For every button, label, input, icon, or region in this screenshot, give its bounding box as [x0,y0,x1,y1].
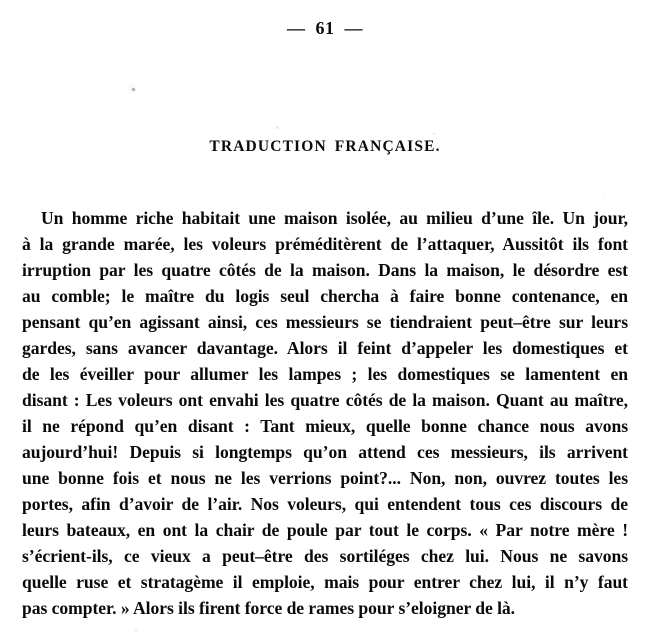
body-line: pensant qu’en agissant ainsi, ces messieurs se tiendraient peut–être sur leurs [22,312,628,332]
body-line: à la grande marée, les voleurs préméditèrent de l’attaquer, Aussitôt ils font [22,234,628,254]
section-heading: TRADUCTION FRANÇAISE. [209,138,441,155]
body-text-block [22,205,628,621]
scan-artifact-speck [276,126,279,129]
body-line: il ne répond qu’en disant : Tant mieux, quelle bonne chance nous avons [22,416,628,436]
body-line: de les éveiller pour allumer les lampes ; les domestiques se lamentent en [22,364,628,384]
scan-artifact-speck [433,133,435,135]
body-line: quelle ruse et stratagème il emploie, mais pour entrer chez lui, il n’y faut [22,572,628,592]
body-line: portes, afin d’avoir de l’air. Nos voleurs, qui entendent tous ces discours de [22,494,628,514]
scan-artifact-speck [132,88,135,91]
scan-artifact-speck [134,628,138,632]
scan-artifact-speck [128,84,137,93]
body-line: pas compter. » Alors ils firent force de rames pour s’eloigner de là. [22,598,516,618]
body-line: disant : Les voleurs ont envahi les quatre côtés de la maison. Quant au maître, [22,390,628,410]
body-line: irruption par les quatre côtés de la maison. Dans la maison, le désordre est [22,260,628,280]
body-line: Un homme riche habitait une maison isolée, au milieu d’une île. Un jour, [41,208,628,228]
body-line: gardes, sans avancer davantage. Alors il feint d’appeler les domestiques et [22,338,628,358]
page-folio-number: — 61 — [287,18,363,38]
body-line: aujourd’hui! Depuis si longtemps qu’on attend ces messieurs, ils arrivent [22,442,628,462]
body-line: au comble; le maître du logis seul chercha à faire bonne contenance, en [22,286,628,306]
body-line: leurs bateaux, en ont la chair de poule par tout le corps. « Par notre mère ! [22,520,628,540]
body-line: une bonne fois et nous ne les verrions point?... Non, non, ouvrez toutes les [22,468,628,488]
scan-artifact-speck [604,196,606,198]
body-line: s’écrient-ils, ce vieux a peut–être des sortiléges chez lui. Nous ne savons [22,546,628,566]
